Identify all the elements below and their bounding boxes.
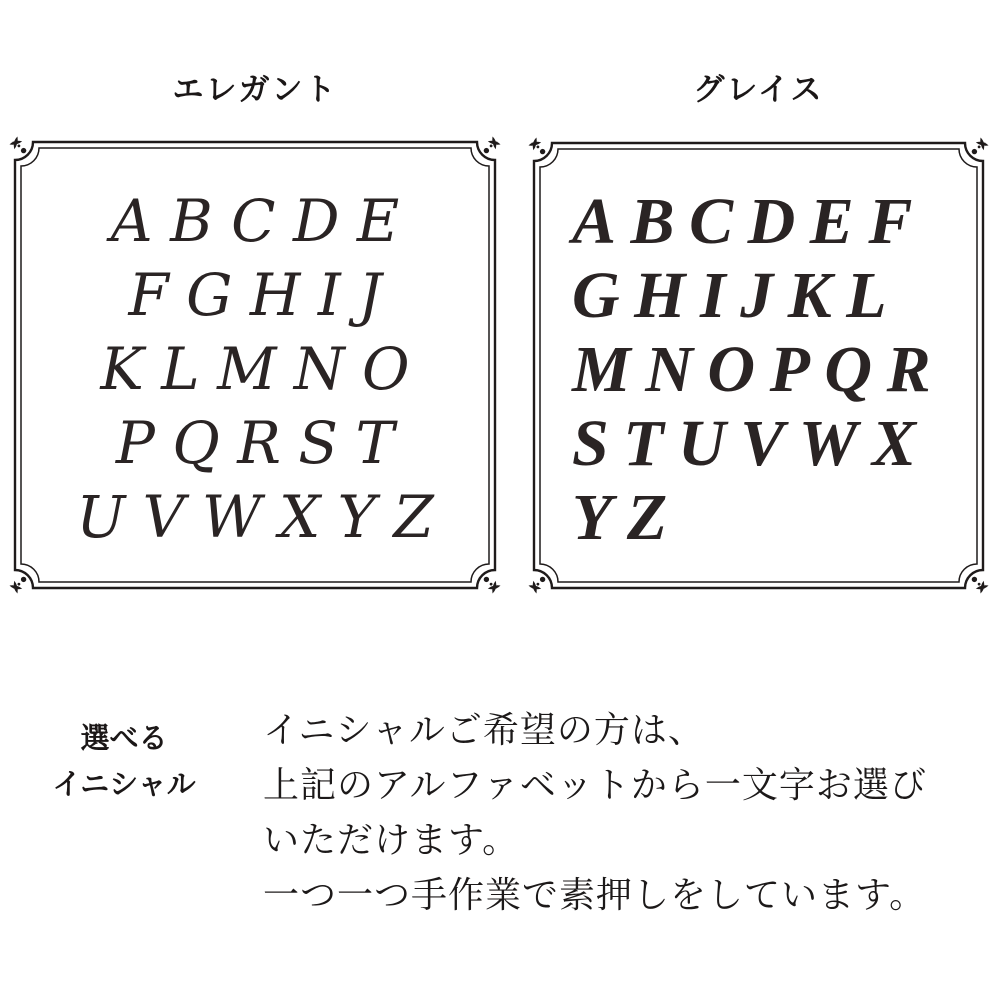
alphabet-row: KLMNO	[100, 335, 427, 403]
alphabet-row: PQRST	[115, 409, 412, 477]
alphabet-rows-grace	[546, 185, 971, 576]
description-line: イニシャルご希望の方は、	[263, 709, 705, 750]
selectable-initial-label-line2: イニシャル	[52, 769, 196, 801]
alphabet-row: GHIJKL	[572, 259, 902, 332]
alphabet-row: UVWXYZ	[76, 483, 452, 551]
alphabet-row: ABCDE	[110, 187, 417, 255]
alphabet-row: ABCDEF	[572, 185, 927, 258]
corner-ornament-icon	[479, 136, 501, 158]
corner-ornament-icon	[9, 136, 31, 158]
alphabet-panel-grace	[532, 141, 985, 590]
description-line: いただけます。	[263, 819, 520, 860]
panel-title-elegant: エレガント	[172, 72, 338, 107]
description-line: 上記のアルファベットから一文字お選び	[263, 764, 927, 805]
alphabet-row: FGHIJ	[128, 261, 399, 329]
alphabet-panel-elegant	[13, 140, 497, 590]
description-line: 一つ一つ手作業で素押しをしています。	[263, 874, 927, 915]
initial-description-paragraph	[263, 702, 983, 922]
selectable-initial-label	[39, 716, 209, 808]
corner-ornament-icon	[967, 137, 989, 159]
alphabet-rows-elegant	[27, 184, 483, 576]
panel-title-grace: グレイス	[693, 72, 824, 107]
selectable-initial-label-line1: 選べる	[80, 723, 168, 755]
alphabet-row: STUVWX	[572, 407, 931, 480]
corner-ornament-icon	[528, 137, 550, 159]
alphabet-row: YZ	[572, 481, 682, 554]
alphabet-row: MNOPQR	[572, 333, 946, 406]
